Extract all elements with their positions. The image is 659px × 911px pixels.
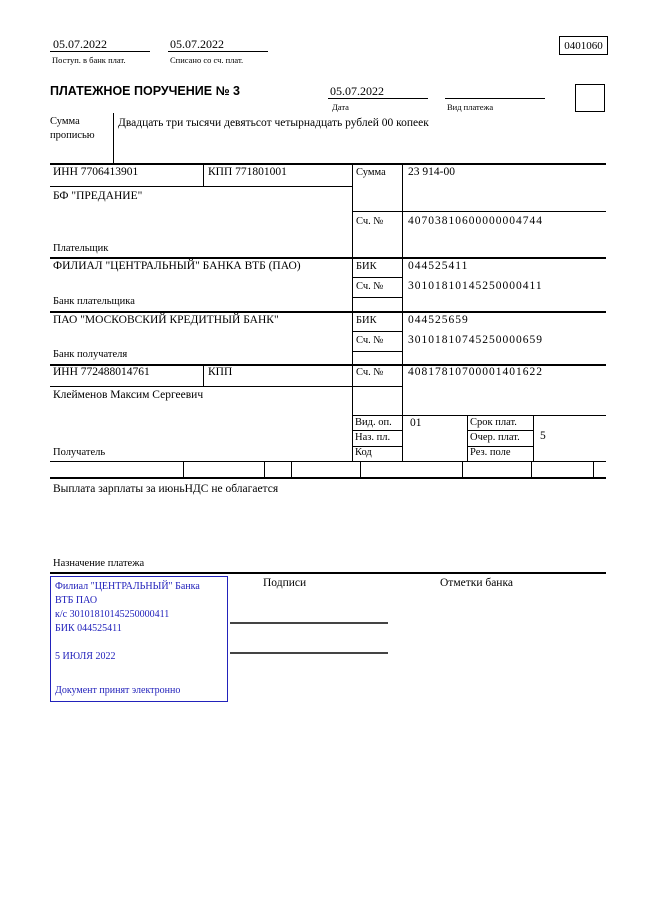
payer-bank-bik-label: БИК: [356, 261, 377, 272]
form-code: 0401060: [564, 39, 603, 52]
debited-from-account-date: 05.07.2022: [170, 37, 224, 51]
bank-marks-label: Отметки банка: [440, 577, 513, 589]
grid-line: [445, 98, 545, 99]
op-type-value: 01: [410, 417, 422, 429]
receiver-name: Клейменов Максим Сергеевич: [53, 389, 204, 401]
code-label: Код: [355, 447, 372, 458]
date-label: Дата: [332, 102, 349, 112]
priority-label: Очер. плат.: [470, 432, 520, 443]
grid-line: [50, 477, 606, 479]
grid-line: [467, 415, 468, 461]
grid-line: [203, 163, 204, 186]
tax-row-divider: [291, 461, 292, 477]
stamp-line-1: Филиал "ЦЕНТРАЛЬНЫЙ" Банка: [55, 581, 200, 592]
priority-value: 5: [540, 430, 546, 442]
payer-bank-bik-value: 044525411: [408, 260, 469, 272]
grid-line: [533, 415, 534, 461]
receiver-bank-bik-label: БИК: [356, 315, 377, 326]
amount-words-label-1: Сумма: [50, 116, 80, 127]
stamp-date: 5 ИЮЛЯ 2022: [55, 651, 116, 662]
stamp-accepted-note: Документ принят электронно: [55, 685, 181, 696]
purpose-text: Выплата зарплаты за июньНДС не облагается: [53, 483, 279, 495]
purpose-label: Назначение платежа: [53, 558, 145, 569]
received-in-bank-date: 05.07.2022: [53, 37, 107, 51]
tax-row-divider: [593, 461, 594, 477]
grid-line: [467, 430, 533, 431]
reserve-field-label: Рез. поле: [470, 447, 511, 458]
payer-bank-label: Банк плательщика: [53, 296, 135, 307]
payer-inn: ИНН 7706413901: [53, 166, 139, 178]
grid-line: [352, 430, 402, 431]
form-code-box: [559, 36, 608, 55]
status-field-box: [575, 84, 605, 112]
stamp-line-2: ВТБ ПАО: [55, 595, 98, 606]
stamp-line-4: БИК 044525411: [55, 623, 122, 634]
amount-words-label-2: прописью: [50, 130, 95, 141]
receiver-bank-bik-value: 044525659: [408, 314, 469, 326]
signature-line-1: [230, 622, 388, 624]
stamp-line-3: к/с 30101810145250000411: [55, 609, 170, 620]
amount-label: Сумма: [356, 167, 386, 178]
received-in-bank-label: Поступ. в банк плат.: [52, 55, 126, 65]
receiver-inn: ИНН 772488014761: [53, 366, 150, 378]
grid-line: [113, 113, 114, 163]
amount-value: 23 914-00: [408, 166, 455, 178]
payer-account-label: Сч. №: [356, 216, 384, 227]
grid-line: [328, 98, 428, 99]
grid-line: [203, 364, 204, 386]
amount-words-value: Двадцать три тысячи девятьсот четырнадцать рублей 00 копеек: [118, 117, 429, 129]
op-type-label: Вид. оп.: [355, 417, 392, 428]
grid-line: [50, 311, 606, 313]
tax-row-divider: [264, 461, 265, 477]
payer-name: БФ "ПРЕДАНИЕ": [53, 190, 143, 202]
receiver-account-value: 40817810700001401622: [408, 366, 543, 378]
grid-line: [352, 277, 402, 278]
debited-from-account-label: Списано со сч. плат.: [170, 55, 244, 65]
payer-label: Плательщик: [53, 243, 109, 254]
grid-line: [352, 297, 402, 298]
receiver-bank-account-value: 30101810745250000659: [408, 334, 543, 346]
tax-row-divider: [360, 461, 361, 477]
receiver-kpp: КПП: [208, 366, 233, 378]
grid-line: [168, 51, 268, 52]
signatures-label: Подписи: [263, 577, 307, 589]
grid-line: [50, 51, 150, 52]
grid-line: [352, 211, 606, 212]
grid-line: [352, 415, 606, 416]
tax-row-divider: [183, 461, 184, 477]
page-title: ПЛАТЕЖНОЕ ПОРУЧЕНИЕ № 3: [50, 84, 240, 98]
payer-bank-account-value: 30101810145250000411: [408, 280, 543, 292]
bank-stamp: [50, 576, 228, 702]
receiver-bank-label: Банк получателя: [53, 349, 128, 360]
document-date: 05.07.2022: [330, 84, 384, 98]
grid-line: [50, 386, 402, 387]
receiver-label: Получатель: [53, 447, 106, 458]
grid-line: [50, 572, 606, 574]
grid-line: [50, 257, 606, 259]
receiver-account-label: Сч. №: [356, 367, 384, 378]
grid-line: [352, 351, 402, 352]
grid-line: [50, 461, 606, 462]
signature-line-2: [230, 652, 388, 654]
payer-bank-name: ФИЛИАЛ "ЦЕНТРАЛЬНЫЙ" БАНКА ВТБ (ПАО): [53, 260, 301, 272]
payer-kpp: КПП 771801001: [208, 166, 287, 178]
tax-row-divider: [462, 461, 463, 477]
grid-line: [352, 331, 402, 332]
receiver-bank-account-label: Сч. №: [356, 335, 384, 346]
payer-bank-account-label: Сч. №: [356, 281, 384, 292]
payer-account-value: 40703810600000004744: [408, 215, 543, 227]
payment-type-label: Вид платежа: [447, 102, 494, 112]
grid-line: [50, 163, 606, 165]
pay-purpose-label: Наз. пл.: [355, 432, 391, 443]
grid-line: [50, 186, 352, 187]
tax-row-divider: [531, 461, 532, 477]
receiver-bank-name: ПАО "МОСКОВСКИЙ КРЕДИТНЫЙ БАНК": [53, 314, 279, 326]
due-date-label: Срок плат.: [470, 417, 517, 428]
